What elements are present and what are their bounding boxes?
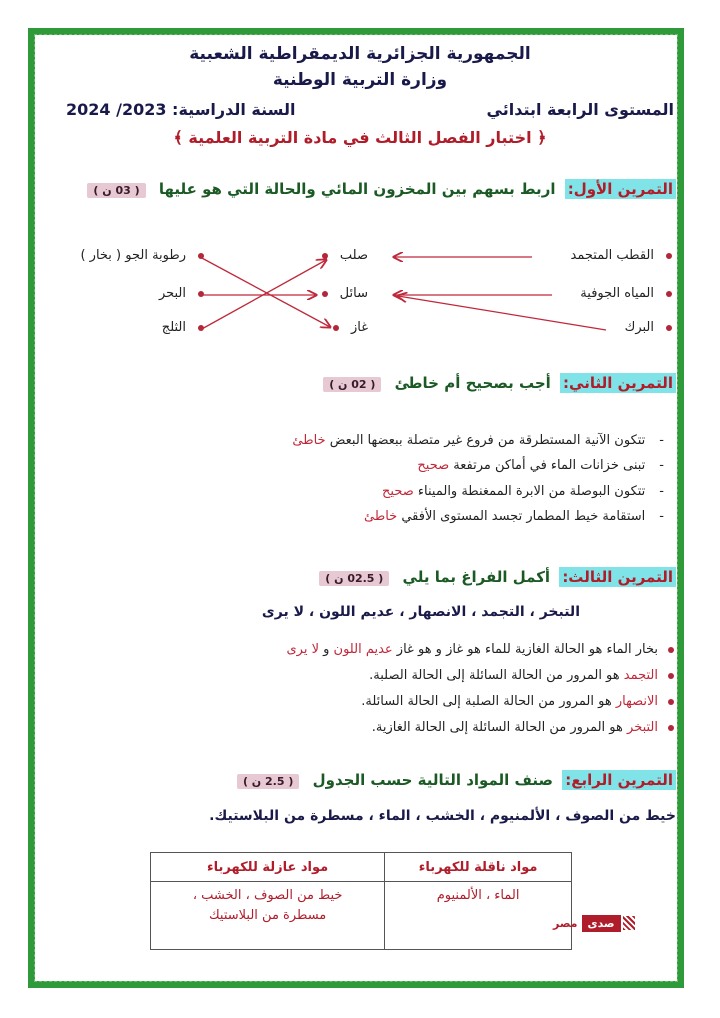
ex3-word-bank: التبخر ، التجمد ، الانصهار ، عديم اللون ، لا يرى: [261, 604, 580, 620]
ex1-source-1: القطب المتجمد: [571, 248, 672, 263]
col-conductors-header: مواد ناقلة للكهرباء: [385, 853, 572, 882]
logo-part1: مصر: [553, 916, 578, 930]
ex1-state-1: صلب: [322, 248, 368, 263]
ex3-label: التمرين الثالث:: [559, 567, 676, 587]
republic-title: الجمهورية الجزائرية الديمقراطية الشعبية: [189, 44, 531, 64]
ex3-row-3: الانصهار هو المرور من الحالة الصلبة إلى الحالة السائلة.: [361, 694, 674, 709]
ex1-source-3: البرك: [625, 320, 672, 335]
logo-part2: صدى: [582, 915, 621, 932]
ex2-heading: [323, 374, 676, 392]
answer: صحيح: [382, 484, 414, 499]
arrow-pond-to-liquid: [398, 296, 606, 330]
ex4-materials: خيط من الصوف ، الألمنيوم ، الخشب ، الماء ، مسطرة من البلاستيك.: [209, 808, 676, 824]
ex2-points: ( 02 ن ): [323, 377, 381, 392]
exam-title: ﴿ اختبار الفصل الثالث في مادة التربية العلمية ﴾: [173, 128, 547, 147]
answer: صحيح: [417, 458, 450, 473]
ex2-item-2: -تبنى خزانات الماء في أماكن مرتفعة صحيح: [417, 458, 664, 473]
ministry-title: وزارة التربية الوطنية: [272, 70, 448, 90]
ex4-points: ( 2.5 ن ): [237, 774, 299, 789]
ex2-item-1: -تتكون الآنية المستطرقة من فروع غير متصلة ببعضها البعض خاطئ: [292, 433, 664, 448]
arrow-humidity-to-gas: [200, 257, 330, 327]
level-label: المستوى الرابعة ابتدائي: [486, 100, 674, 119]
bullet-dot: [668, 673, 674, 679]
col-insulators-value: خيط من الصوف ، الخشب ، مسطرة من البلاستيك: [151, 882, 385, 950]
ex2-item-3: -تتكون البوصلة من الابرة الممغنطة والميناء صحيح: [382, 484, 664, 499]
ex3-row-2: التجمد هو المرور من الحالة السائلة إلى الحالة الصلبة.: [369, 668, 674, 683]
ex1-state-3: غاز: [333, 320, 368, 335]
bullet-dot: [668, 647, 674, 653]
classification-table: [150, 852, 572, 950]
ex2-label: التمرين الثاني:: [560, 373, 676, 393]
ex1-state-2: سائل: [322, 286, 368, 301]
ex2-instruction: أجب بصحيح أم خاطئ: [394, 374, 551, 392]
bullet-dot: [668, 699, 674, 705]
col-conductors-value: الماء ، الألمنيوم: [385, 882, 572, 950]
ex1-example-1: رطوبة الجو ( بخار ): [80, 248, 204, 263]
ex1-example-2: البحر: [159, 286, 204, 301]
ex3-row-1: بخار الماء هو الحالة الغازية للماء هو غاز و هو غاز عديم اللون و لا يرى: [286, 642, 674, 657]
ex3-heading: [319, 568, 676, 586]
ex1-instruction: اربط بسهم بين المخزون المائي والحالة التي هو عليها: [158, 180, 556, 198]
ex1-label: التمرين الأول:: [565, 179, 676, 199]
ex1-example-3: الثلج: [162, 320, 204, 335]
ex1-source-2: المياه الجوفية: [580, 286, 672, 301]
ex3-points: ( 02.5 ن ): [319, 571, 389, 586]
col-insulators-header: مواد عازلة للكهرباء: [151, 853, 385, 882]
school-year: السنة الدراسية: 2023/ 2024: [66, 100, 296, 119]
answer: خاطئ: [292, 433, 326, 448]
logo-stripes-icon: [623, 916, 635, 930]
ex1-points: ( 03 ن ): [87, 183, 145, 198]
ex4-heading: [237, 771, 676, 789]
bullet-dot: [668, 725, 674, 731]
ex4-instruction: صنف المواد التالية حسب الجدول: [312, 771, 553, 789]
site-logo: [553, 912, 635, 934]
ex3-row-4: التبخر هو المرور من الحالة السائلة إلى الحالة الغازية.: [372, 720, 674, 735]
ex4-label: التمرين الرابع:: [562, 770, 676, 790]
ex3-instruction: أكمل الفراغ بما يلي: [402, 568, 551, 586]
ex2-item-4: -استقامة خيط المطمار تجسد المستوى الأفقي خاطئ: [364, 509, 664, 524]
answer: خاطئ: [364, 509, 398, 524]
